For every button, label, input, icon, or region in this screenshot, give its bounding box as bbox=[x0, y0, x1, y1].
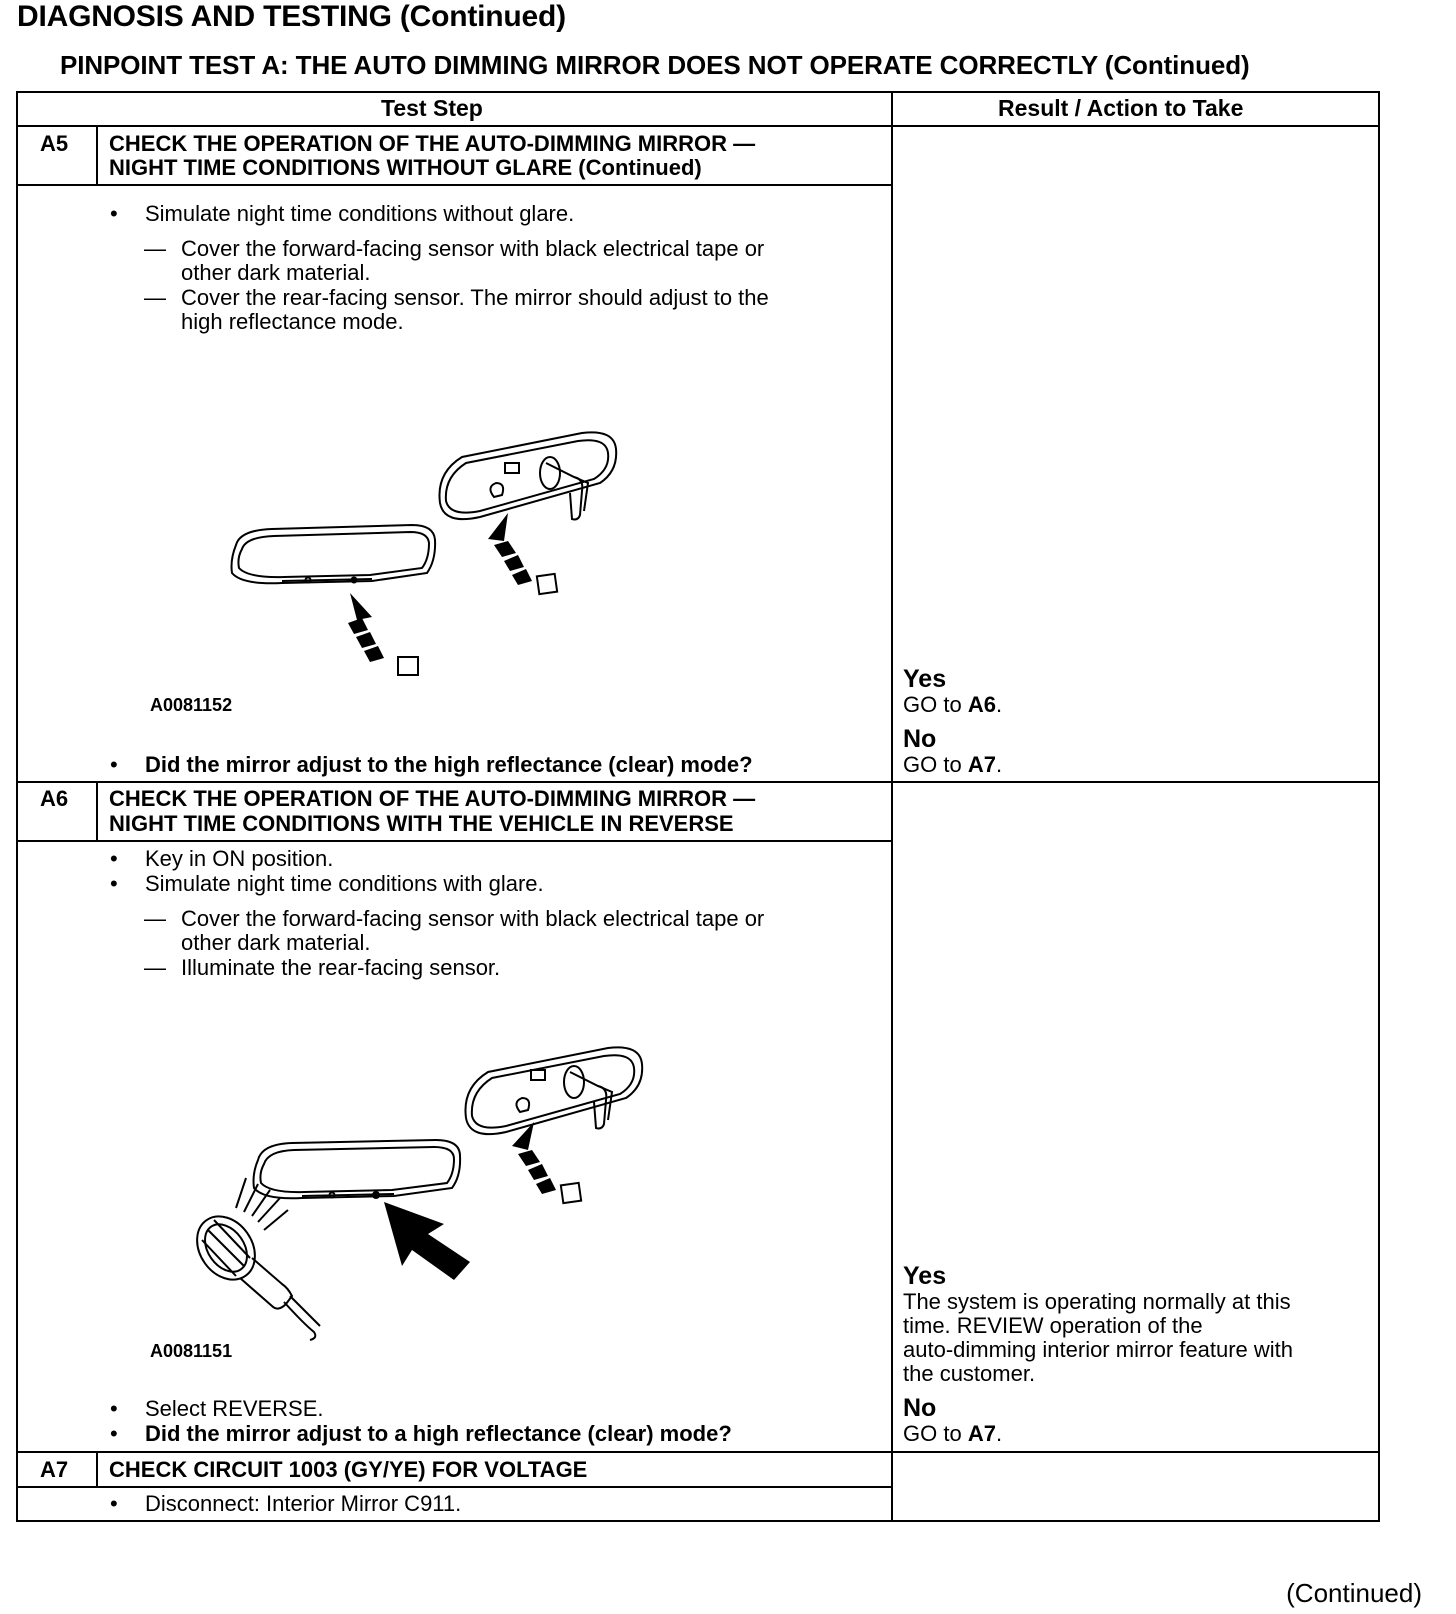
a5-no-go: GO to bbox=[903, 752, 962, 777]
a5-sub-2-dash: — bbox=[144, 285, 166, 310]
a5-yes-target: A6 bbox=[967, 692, 996, 717]
a6-title-rule bbox=[16, 840, 892, 842]
a7-id-divider bbox=[96, 1451, 98, 1487]
a5-question: Did the mirror adjust to the high reflectance (clear) mode? bbox=[145, 752, 753, 777]
a5-sub-2-line1: Cover the rear-facing sensor. The mirror should adjust to the bbox=[181, 285, 769, 310]
header-test-step: Test Step bbox=[381, 95, 483, 121]
a7-bullet-1: Disconnect: Interior Mirror C911. bbox=[145, 1491, 462, 1516]
a5-id-divider bbox=[96, 125, 98, 185]
a7-title-line1: CHECK CIRCUIT 1003 (GY/YE) FOR VOLTAGE bbox=[109, 1457, 588, 1482]
a6-question: Did the mirror adjust to a high reflectance (clear) mode? bbox=[145, 1421, 732, 1446]
a6-bullet-2-dot: • bbox=[110, 871, 118, 896]
a6-question-dot: • bbox=[110, 1421, 118, 1446]
front-mirror-shape bbox=[232, 525, 436, 583]
a5-sub-1-line1: Cover the forward-facing sensor with black electrical tape or bbox=[181, 236, 765, 261]
a5-bullet-1-dot: • bbox=[110, 201, 118, 226]
a6-sub-1-line2: other dark material. bbox=[181, 930, 371, 955]
front-sensor-arrow bbox=[348, 593, 384, 662]
a6-sub-1-dash: — bbox=[144, 906, 166, 931]
a6-no-period: . bbox=[995, 1421, 1003, 1446]
page-title: DIAGNOSIS AND TESTING (Continued) bbox=[17, 0, 566, 33]
a5-title-line2: NIGHT TIME CONDITIONS WITHOUT GLARE (Continued) bbox=[109, 155, 702, 180]
footer-continued: (Continued) bbox=[1286, 1578, 1422, 1608]
a5-no-label: No bbox=[903, 725, 937, 753]
a5-question-dot: • bbox=[110, 752, 118, 777]
a5-a6-rule bbox=[16, 781, 1380, 783]
a6-id-divider bbox=[96, 781, 98, 841]
rear-mirror-shape bbox=[465, 1047, 642, 1134]
column-divider bbox=[891, 91, 893, 1522]
a6-title-line2: NIGHT TIME CONDITIONS WITH THE VEHICLE IN REVERSE bbox=[109, 811, 734, 836]
flashlight-shape bbox=[185, 1205, 320, 1340]
front-mirror-shape bbox=[254, 1140, 461, 1198]
a6-title-line1: CHECK THE OPERATION OF THE AUTO-DIMMING MIRROR — bbox=[109, 786, 756, 811]
rear-sensor-cover bbox=[537, 574, 557, 594]
a5-yes-action bbox=[903, 692, 1002, 717]
a5-sub-1-dash: — bbox=[144, 236, 166, 261]
a6-no-target: A7 bbox=[967, 1421, 996, 1446]
a6-yes-line3: auto-dimming interior mirror feature with bbox=[903, 1337, 1294, 1362]
a6-bullet-3: Select REVERSE. bbox=[145, 1396, 324, 1421]
a6-yes-label: Yes bbox=[903, 1262, 947, 1290]
header-rule bbox=[16, 125, 1380, 127]
a6-sub-1-line1: Cover the forward-facing sensor with black electrical tape or bbox=[181, 906, 765, 931]
a6-no-action bbox=[903, 1421, 1002, 1446]
a5-yes-period: . bbox=[995, 692, 1003, 717]
a6-sub-2-dash: — bbox=[144, 955, 166, 980]
light-rays bbox=[236, 1178, 288, 1230]
a5-yes-go: GO to bbox=[903, 692, 962, 717]
a5-sub-1-line2: other dark material. bbox=[181, 260, 371, 285]
rear-sensor-arrow bbox=[488, 513, 532, 585]
a5-step-id: A5 bbox=[40, 131, 69, 156]
a7-bullet-1-dot: • bbox=[110, 1491, 118, 1516]
a7-step-id: A7 bbox=[40, 1457, 69, 1482]
front-sensor-cover bbox=[398, 657, 418, 675]
a7-title-rule bbox=[16, 1486, 892, 1488]
a5-sub-2-line2: high reflectance mode. bbox=[181, 309, 404, 334]
a6-mirror-light-illustration bbox=[188, 1040, 658, 1340]
a5-bullet-1: Simulate night time conditions without glare. bbox=[145, 201, 575, 226]
a6-yes-line2: time. REVIEW operation of the bbox=[903, 1313, 1203, 1338]
a6-bullet-1: Key in ON position. bbox=[145, 846, 334, 871]
a6-bullet-2: Simulate night time conditions with glare. bbox=[145, 871, 544, 896]
a6-sub-2-line1: Illuminate the rear-facing sensor. bbox=[181, 955, 501, 980]
a5-no-period: . bbox=[995, 752, 1003, 777]
pinpoint-test-title: PINPOINT TEST A: THE AUTO DIMMING MIRROR DOES NOT OPERATE CORRECTLY (Continued) bbox=[60, 50, 1250, 80]
a6-a7-rule bbox=[16, 1451, 1380, 1453]
a5-title-rule bbox=[16, 184, 892, 186]
a5-title-line1: CHECK THE OPERATION OF THE AUTO-DIMMING MIRROR — bbox=[109, 131, 756, 156]
rear-mirror-shape bbox=[439, 432, 616, 519]
header-result-action: Result / Action to Take bbox=[998, 95, 1244, 121]
a6-step-id: A6 bbox=[40, 786, 69, 811]
a5-yes-label: Yes bbox=[903, 665, 947, 693]
a6-bullet-3-dot: • bbox=[110, 1396, 118, 1421]
a6-yes-line1: The system is operating normally at this bbox=[903, 1289, 1291, 1314]
a6-figure-id: A0081151 bbox=[150, 1341, 233, 1361]
a6-no-go: GO to bbox=[903, 1421, 962, 1446]
a5-mirror-sensor-illustration bbox=[222, 425, 642, 685]
a5-figure-id: A0081152 bbox=[150, 695, 233, 715]
a6-bullet-1-dot: • bbox=[110, 846, 118, 871]
illuminate-arrow bbox=[384, 1202, 470, 1280]
rear-sensor-cover bbox=[561, 1183, 581, 1203]
rear-sensor-arrow bbox=[512, 1122, 556, 1194]
a6-yes-line4: the customer. bbox=[903, 1361, 1036, 1386]
a6-no-label: No bbox=[903, 1394, 937, 1422]
a5-no-target: A7 bbox=[967, 752, 996, 777]
a5-no-action bbox=[903, 752, 1002, 777]
